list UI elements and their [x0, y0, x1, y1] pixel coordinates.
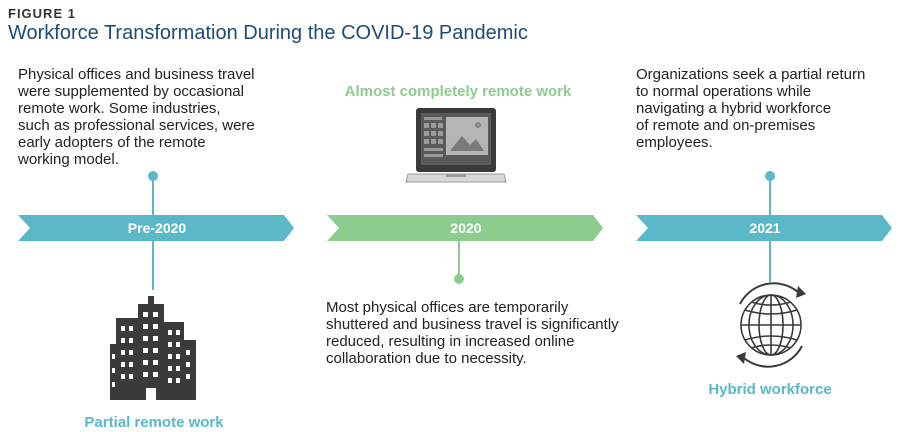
rotating-globe-icon [726, 280, 816, 370]
2021-description: Organizations seek a partial return to normal operations while navigating a hybrid workforce of remote and on-premises employees. [636, 66, 866, 151]
pre2020-dot [148, 171, 158, 181]
2020-dot [454, 274, 464, 284]
pre2020-caption: Partial remote work [84, 414, 224, 431]
2020-description: Most physical offices are temporarily shuttered and business travel is significantly reduced, resulting in increased online collaboration due to necessity. [326, 299, 619, 367]
2021-caption: Hybrid workforce [708, 381, 832, 398]
2020-arrow-label: 2020 [450, 220, 482, 236]
office-buildings-icon [108, 296, 200, 400]
2020-caption: Almost completely remote work [344, 83, 572, 100]
pre2020-arrow-label: Pre-2020 [127, 220, 187, 236]
2021-dot [765, 171, 775, 181]
figure-title: Workforce Transformation During the COVID-19 Pandemic [8, 22, 528, 44]
figure-label: FIGURE 1 [8, 6, 76, 21]
2021-arrow-label: 2021 [749, 220, 781, 236]
pre2020-description: Physical offices and business travel were supplemented by occasional remote work. Some industries, such as professional services, were early adopters of the remote working model. [18, 66, 255, 168]
laptop-icon [406, 108, 506, 188]
